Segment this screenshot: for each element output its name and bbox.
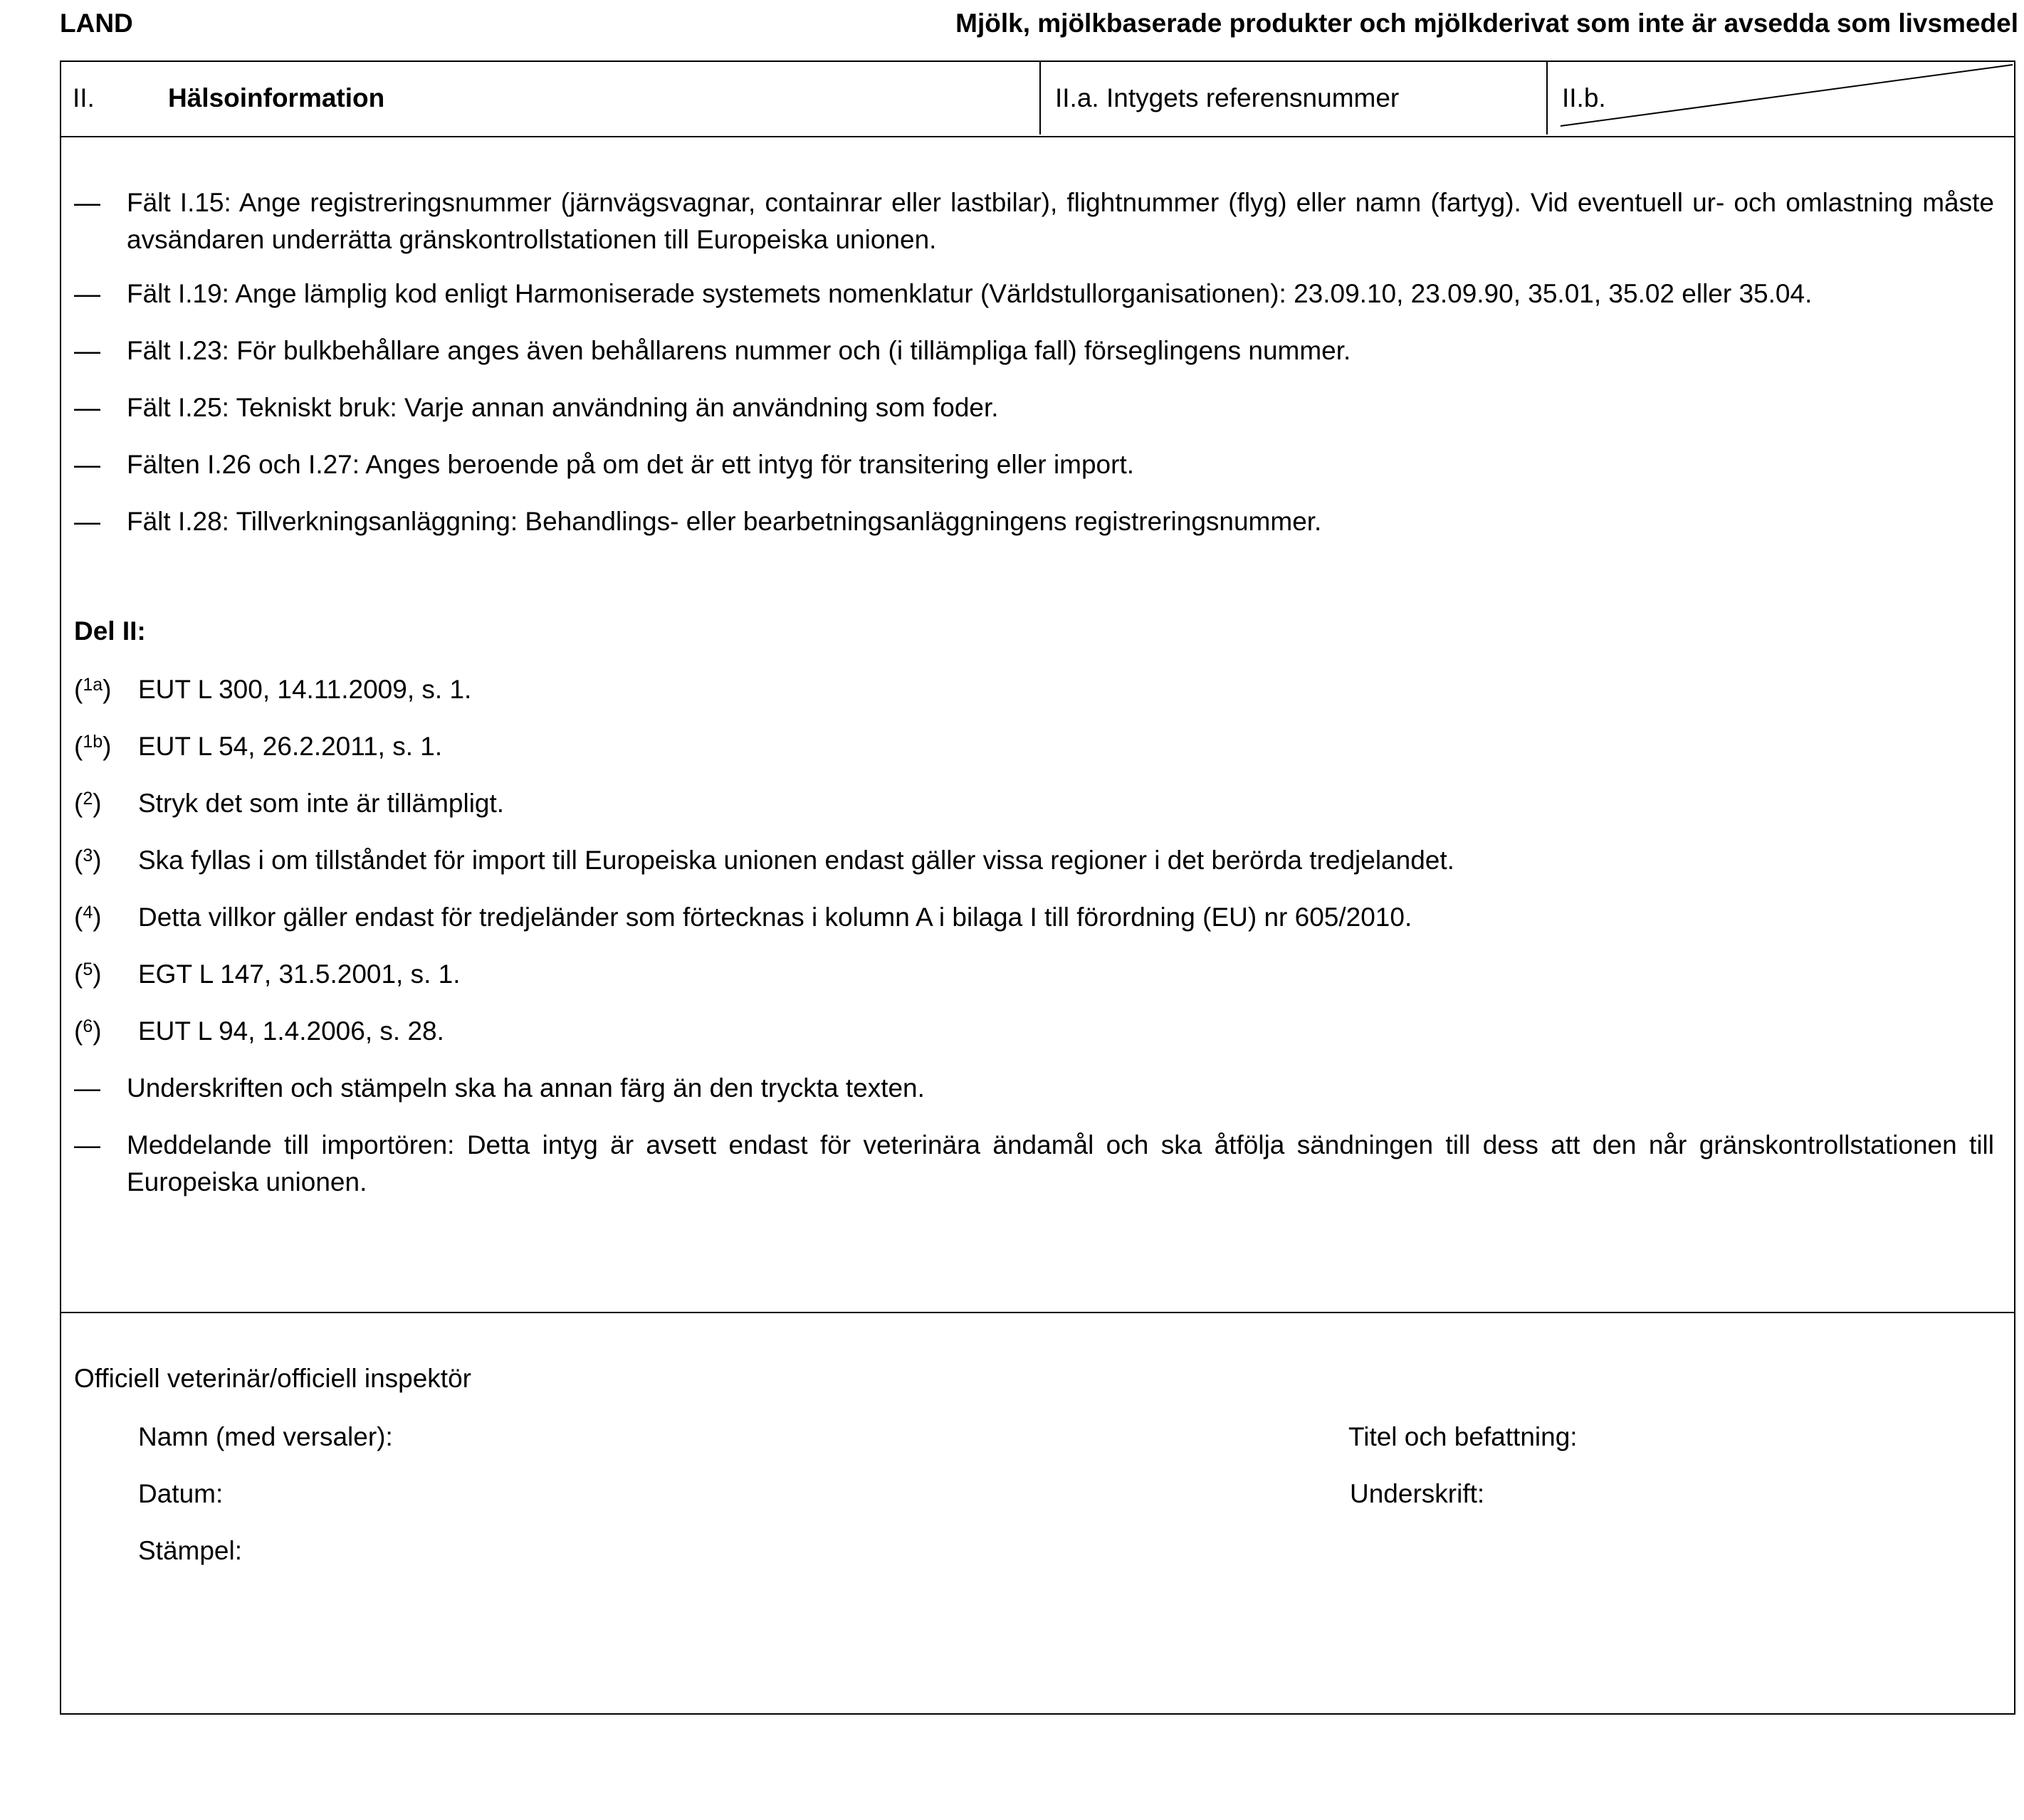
footnote: ($^6$) EUT L 94, 1.4.2006, s. 28.	[74, 1016, 444, 1046]
footnote: ($^4$) Detta villkor gäller endast för tredjeländer som förtecknas i kolumn A i bilaga I till förordning (EU) nr 605/2010.	[74, 903, 1412, 932]
iib-label: II.b.	[1562, 83, 1606, 112]
signature-section	[61, 1313, 2014, 1713]
date-label: Datum:	[138, 1479, 224, 1508]
note-text: Fält I.23: För bulkbehållare anges även behållarens nummer och (i tillämpliga fall) förseglingens nummer.	[127, 336, 1351, 365]
section-title-cell	[61, 62, 1041, 135]
note-text: Fält I.15: Ange registreringsnummer (järnvägsvagnar, containrar eller lastbilar), flightnummer (flyg) eller namn (fartyg). Vid eventuell ur- och omlastning måste avsändaren underrätta gränskontrollstationen till Europeiska unionen.	[127, 188, 1994, 254]
footnote-text: EGT L 147, 31.5.2001, s. 1.	[138, 959, 461, 989]
certificate-frame	[60, 61, 2015, 1715]
page-header	[60, 6, 2018, 56]
footnote-mark: 1b	[83, 732, 103, 752]
title-label: Titel och befattning:	[1348, 1422, 1578, 1451]
name-label: Namn (med versaler):	[138, 1422, 393, 1451]
footnote-text: EUT L 94, 1.4.2006, s. 28.	[138, 1016, 444, 1046]
reference-number-cell	[1039, 62, 1548, 135]
footnote: ($^2$) Stryk det som inte är tillämpligt.	[74, 789, 505, 818]
signature-label: Underskrift:	[1350, 1479, 1485, 1508]
footnote-mark: 4	[83, 903, 93, 922]
certificate-title: Mjölk, mjölkbaserade produkter och mjölkderivat som inte är avsedda som livsmedel	[955, 9, 2018, 38]
section-header-row	[61, 62, 2014, 137]
part-two-title: Del II:	[74, 616, 146, 646]
note-dash: —	[74, 336, 100, 365]
note-text: Meddelande till importören: Detta intyg är avsett endast för veterinära ändamål och ska åtfölja sändningen till dess att den når gränskontrollstationen till Europeiska unionen.	[127, 1130, 1994, 1196]
footnote-text: Detta villkor gäller endast för tredjeländer som förtecknas i kolumn A i bilaga I till förordning (EU) nr 605/2010.	[138, 903, 1412, 932]
note-dash: —	[74, 507, 100, 536]
footnote-mark: 6	[83, 1016, 93, 1036]
note-dash: —	[74, 450, 100, 479]
reference-number-label: II.a. Intygets referensnummer	[1055, 83, 1400, 112]
footnote-mark: 2	[83, 789, 93, 809]
footnote-mark: 5	[83, 959, 93, 979]
footnote-mark: 1a	[83, 675, 103, 695]
note-item	[74, 446, 1994, 483]
footnote: ($^3$) Ska fyllas i om tillståndet för import till Europeiska unionen endast gäller vissa regioner i det berörda tredjelandet.	[74, 846, 1454, 875]
note-dash: —	[74, 393, 100, 422]
notes-section	[61, 136, 2014, 1313]
note-text: Fält I.28: Tillverkningsanläggning: Behandlings- eller bearbetningsanläggningens registreringsnummer.	[127, 507, 1322, 536]
note-dash: —	[74, 279, 100, 308]
closing-note	[74, 1127, 1994, 1201]
note-item	[74, 184, 1994, 258]
footnote: ($^5$) EGT L 147, 31.5.2001, s. 1.	[74, 959, 461, 989]
note-text: Fälten I.26 och I.27: Anges beroende på om det är ett intyg för transitering eller import.	[127, 450, 1135, 479]
footnote-mark: 3	[83, 846, 93, 866]
note-item	[74, 503, 1994, 540]
note-dash: —	[74, 1073, 100, 1103]
note-item	[74, 332, 1994, 369]
note-dash: —	[74, 188, 100, 217]
footnote-text: Ska fyllas i om tillståndet för import till Europeiska unionen endast gäller vissa regioner i det berörda tredjelandet.	[138, 846, 1454, 875]
section-title: Hälsoinformation	[168, 83, 385, 112]
official-label: Officiell veterinär/officiell inspektör	[74, 1364, 471, 1393]
note-dash: —	[74, 1130, 100, 1159]
note-text: Fält I.25: Tekniskt bruk: Varje annan användning än användning som foder.	[127, 393, 999, 422]
note-text: Underskriften och stämpeln ska ha annan färg än den tryckta texten.	[127, 1073, 925, 1103]
note-text: Fält I.19: Ange lämplig kod enligt Harmoniserade systemets nomenklatur (Världstullorganisationen): 23.09.10, 23.09.90, 35.01, 35.02 eller 35.04.	[127, 279, 1813, 308]
note-item	[74, 389, 1994, 426]
footnote-text: Stryk det som inte är tillämpligt.	[138, 789, 505, 818]
footnote: ($^{1b}$) EUT L 54, 26.2.2011, s. 1.	[74, 732, 443, 761]
closing-note	[74, 1070, 1994, 1107]
footnote-text: EUT L 300, 14.11.2009, s. 1.	[138, 675, 472, 704]
diagonal-strike-line	[1546, 62, 2014, 135]
stamp-label: Stämpel:	[138, 1536, 243, 1565]
iib-cell	[1546, 62, 2014, 135]
country-label: LAND	[60, 9, 133, 38]
note-item	[74, 275, 1994, 312]
footnote-text: EUT L 54, 26.2.2011, s. 1.	[138, 732, 443, 761]
footnote: ($^{1a}$) EUT L 300, 14.11.2009, s. 1.	[74, 675, 472, 704]
section-number: II.	[73, 83, 95, 112]
